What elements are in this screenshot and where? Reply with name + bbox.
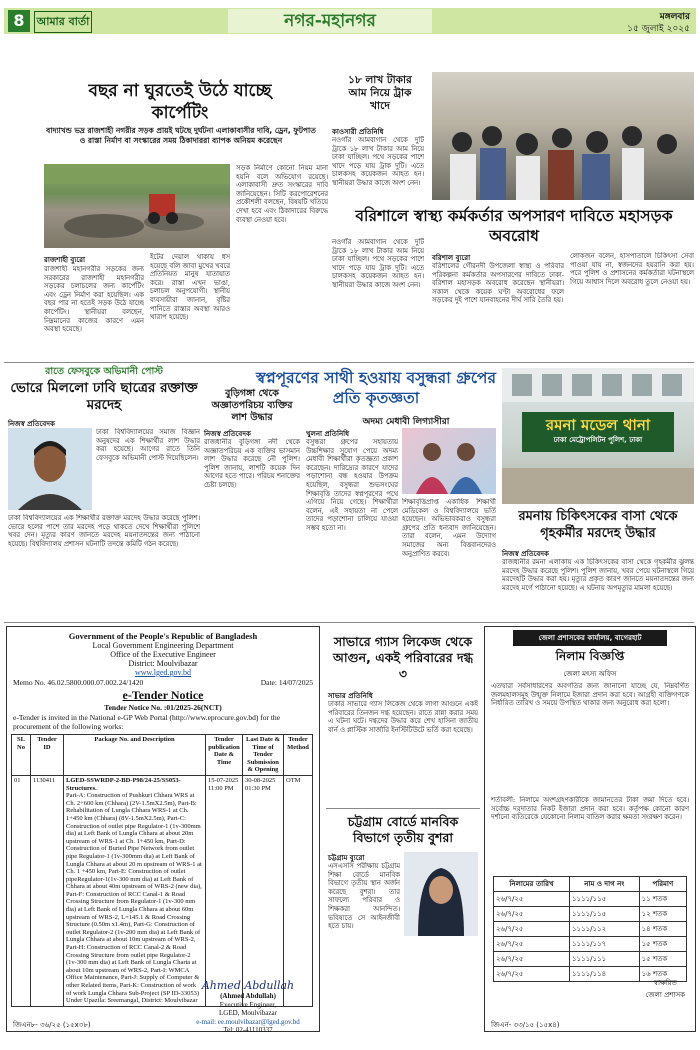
ad-district: District: Moulvibazar bbox=[128, 659, 198, 668]
divider-3 bbox=[326, 808, 480, 809]
ad-tender-no: Tender Notice No. :01/2025-26(NCT) bbox=[104, 703, 222, 712]
table-row bbox=[494, 907, 687, 922]
cell-publication: 15-07-2025 11:00 PM bbox=[206, 775, 243, 1006]
body-student-side: ঢাকা বিশ্ববিদ্যালয়ের সমাজ বিজ্ঞান অনুষদের এক শিক্ষার্থীর লাশ উদ্ধার করা হয়েছে। আগের রাতে তিনি ফেসবুকে অভিমানী পোস্ট দিয়েছিলেন। bbox=[96, 428, 200, 462]
body-ramna: রাজধানীর রমনা এলাকায় এক চিকিৎসকের বাসা থেকে গৃহকর্মীর ঝুলন্ত মরদেহ উদ্ধার করেছে পুলিশ। পুলিশ জানায়, খবর পেয়ে ঘটনাস্থলে গিয়ে মরদেহটি উদ্ধার করা হয়। মৃত্যুর প্রকৃত কারণ জানতে ময়নাতদন্তের জন্য মরদেহ মর্গে পাঠানো হয়েছে। এ ঘটনায় অপমৃত্যুর মামলা হয়েছে। bbox=[502, 558, 694, 592]
auction-body: এতদ্বারা সর্বসাধারণের অবগতির জন্য জানানো যাচ্ছে যে, নিম্নবর্ণিত জলমহালসমূহ উন্মুক্ত নিলামে ইজারা প্রদান করা হবে। আগ্রহী ব্যক্তিগণকে নির্ধারিত তারিখ ও সময়ে উপস্থিত থাকার জন্য অনুরোধ করা হলো। bbox=[491, 682, 689, 708]
byline-student: নিজস্ব প্রতিবেদক bbox=[8, 420, 55, 428]
table-row bbox=[494, 892, 687, 907]
body-gas: ঢাকার সাভারে গ্যাস লিকেজ থেকে লাগা আগুনে একই পরিবারের তিনজন দগ্ধ হয়েছেন। রাতে রান্না করার সময় এ ঘটনা ঘটে। দগ্ধদের উদ্ধার করে শেখ হাসিনা জাতীয় বার্ন ও প্লাস্টিক সার্জারি ইনস্টিটিউটে ভর্তি করা হয়েছে। bbox=[328, 700, 478, 734]
header-day: মঙ্গলবার bbox=[659, 12, 690, 22]
body-carpeting-2: ইটের দেয়াল থাকায় ধস হয়েছে বলি জাবা মুখের খবরে প্রতিনিয়ত মানুষ যাতায়াত করে। রাস্তা এখন ভাঙা, চলাচল অনুপযোগী। স্থানীয় ব্যবসায়ীরা জানান, বৃষ্টির পানিতে রাস্তার অবস্থা আরও খারাপ হয়েছে। bbox=[150, 253, 230, 322]
headline-student: ভোরে মিললো ঢাবি ছাত্রের রক্তাক্ত মরদেহ bbox=[10, 380, 198, 413]
ad-dept: Local Government Engineering Department bbox=[92, 641, 234, 650]
section-title: নগর-মহানগর bbox=[228, 9, 432, 33]
subhead-bashundhara: অদম্য মেধাবী লিগ্যাসীরা bbox=[362, 417, 450, 427]
photo-bushra-portrait bbox=[404, 852, 478, 936]
body-trucks-cont: নওগাঁর আমবাগান থেকে দুটি ট্রাকে ১৮ লাখ টাকার আম নিয়ে ঢাকা যাচ্ছিল। পথে সড়কের পাশে খাদে পড়ে যায় ট্রাক দুটি। এতে চালকসহ কয়েকজন আহত হন। স্থানীয়রা উদ্ধার কাজে অংশ নেন। bbox=[332, 238, 424, 289]
table-row bbox=[494, 952, 687, 967]
table-row bbox=[494, 922, 687, 937]
kicker-student: রাতে ফেসবুকে অভিমানী পোস্ট bbox=[45, 366, 163, 377]
body-barishal-1: বরিশালের গৌরনদী উপজেলা স্বাস্থ্য ও পরিবার পরিকল্পনা কর্মকর্তার অপসারণের দাবিতে ঢাকা-বরিশাল মহাসড়ক অবরোধ করেছেন স্থানীয়রা। সকাল থেকে কয়েক ঘণ্টা অবরোধের ফলে সড়কের দুই পাশে যানবাহনের দীর্ঘ সারি তৈরি হয়। bbox=[432, 262, 564, 305]
cell-id: 1130411 bbox=[31, 775, 64, 1006]
ad-sign-email[interactable]: e-mail: ee.moulvibazar@lged.gov.bd bbox=[196, 1017, 300, 1026]
cell-package-desc: Part-A: Construction of Pushkuri Chhara WRS at Ch. 2+600 km (Chhara) (2V-1.5mX2.5m), Part-B: Rehabilitation of Lungla Chhara WRS-1 at Ch. 1+450 km (Chhara) (8V-1.5mX2.5m), Part-C: Construction of outlet pipe Regulator-1 (1v-300mm dia) at Left Bank of Lungla Chhara at about 20m upstream of WRS-1 at Ch. 1+450 km, Part-D: Construction of Buried Pipe Network from outlet pipe Regulator-1 (1v-300mm dia) at Left Bank of Lungla Chhara at about 20 m upstream of WRS-1 at Ch. 1 +450 km, Part-E: Construction of outlet pipeRegulator-1(1v-300 mm dia) at Left Bank of Chhara at about 40m upstream of WRS-2 (new dia), Part-F: Construction of RCC Canal-1 & Road Crossing Structure from Regulator-1 (1v-300 mm dia) at Left Bank of Lungla Chhara at about 60m upstream of WRS-2, L=145.1 & Road Crossing Structure (0.50m x1.4m), Part-G: Construction of outlet Regulator-2 (1v-200 mm dia) at Left Bank of Lungla Chhara at about 10m upstream of WRS-2, Part-H: Construction of RCC Canal-2 & Road Crossing Structure from outlet pipe Regulator-2 (1v-300 mm dia) at Left Bank of Lungla Charta at about 10m upstream of WRS-2, Part-I: WMCA Office Maintenance, Part-J: Supply of Computer & other Related items, Part-K: Construction of work of work Lungla Chhara Sub-Project (SP ID-33053) Under Upazila: Sreemangal, District: Moulvibazar bbox=[66, 792, 202, 1005]
auction-th-date: নিলামের তারিখ bbox=[494, 877, 570, 892]
ad-sign-org: LGED, Moulvibazar bbox=[219, 1009, 277, 1017]
ad-signature: Ahmed Abdullah bbox=[201, 979, 295, 992]
photo-broken-road bbox=[44, 164, 230, 248]
auction-cell-date: ২৬/৭/২৫ bbox=[494, 922, 570, 937]
ad-sign-title: Executive Engineer, bbox=[219, 1000, 277, 1009]
ad-tender-box bbox=[6, 626, 320, 1032]
auction-cell-name: ১১১১/১১৫ bbox=[570, 907, 640, 922]
auction-cell-name: ১১১১/১১৪ bbox=[570, 967, 640, 982]
body-carpeting-3: সড়ক নির্মাণে কোনো নিয়ম মানা হয়নি বলে অভিযোগ রয়েছে। এলাকাবাসী দ্রুত সংস্কারের দাবি জানিয়েছেন। সিটি করপোরেশনের প্রকৌশলী বলছেন, বিষয়টি খতিয়ে দেখা হবে এবং ঠিকাদারের বিরুদ্ধে ব্যবস্থা নেওয়া হবে। bbox=[236, 164, 328, 224]
headline-carpeting: বছর না ঘুরতেই উঠে যাচ্ছে কার্পেটিং bbox=[88, 81, 272, 123]
crowd-illustration bbox=[432, 72, 694, 200]
body-student: ঢাকা বিশ্ববিদ্যালয়ের এক শিক্ষার্থীর রক্তাক্ত মরদেহ উদ্ধার করেছে পুলিশ। ভোরে হলের পাশে তার মরদেহ পড়ে থাকতে দেখে শিক্ষার্থীরা পুলিশে খবর দেন। মৃত্যুর কারণ জানতে মরদেহ ময়নাতদন্তের জন্য পাঠানো হয়েছে। বিশ্ববিদ্যালয় প্রশাসন ঘটনাটি তদন্তে কমিটি গঠন করেছে। bbox=[8, 514, 200, 548]
auction-office: জেলা প্রশাসকের কার্যালয়, বাগেরহাট bbox=[513, 630, 667, 646]
auction-cell-amount: ১১ শতক bbox=[639, 892, 686, 907]
byline-carpeting: রাজশাহী ব্যুরো bbox=[44, 256, 86, 264]
photo-student-portrait bbox=[8, 428, 92, 510]
auction-cell-amount: ১২ শতক bbox=[639, 907, 686, 922]
auction-cell-date: ২৬/৭/২৫ bbox=[494, 937, 570, 952]
ad-website-link[interactable]: www.lged.gov.bd bbox=[134, 668, 192, 677]
sign-ramna-sub: ঢাকা মেট্রোপলিটন পুলিশ, ঢাকা bbox=[553, 436, 643, 444]
road-illustration bbox=[44, 164, 230, 248]
byline-barishal: বরিশাল ব্যুরো bbox=[432, 254, 471, 262]
page-number: 8 bbox=[8, 10, 30, 32]
ad-office: Office of the Executive Engineer bbox=[110, 650, 216, 659]
headline-barishal: বরিশালে স্বাস্থ্য কর্মকর্তার অপসারণ দাবিতে মহাসড়ক অবরোধ bbox=[355, 207, 673, 245]
ad-date: Date: 14/07/2025 bbox=[260, 678, 313, 687]
headline-chattogram: চট্টগ্রাম বোর্ডে মানবিক বিভাগে তৃতীয় বুশরা bbox=[347, 814, 459, 845]
body-trucks: নওগাঁর আমবাগান থেকে দুটি ট্রাকে ১৮ লাখ টাকার আম নিয়ে ঢাকা যাচ্ছিল। পথে সড়কের পাশে খাদে পড়ে যায় ট্রাক দুটি। এতে চালকসহ কয়েকজন আহত হন। স্থানীয়রা উদ্ধার কাজে অংশ নেন। bbox=[332, 136, 424, 187]
byline-gas: সাভার প্রতিনিধি bbox=[328, 692, 373, 700]
auction-table-header bbox=[494, 877, 687, 892]
auction-cell-amount: ১৫ শতক bbox=[639, 937, 686, 952]
byline-trucks: কাওসারী প্রতিনিধি bbox=[332, 128, 384, 136]
th-sl: SL No bbox=[12, 735, 31, 776]
auction-th-name: নাম ও দাগ নং bbox=[570, 877, 640, 892]
sign-ramna-station: রমনা মডেল থানা bbox=[545, 416, 651, 434]
bushra-illustration bbox=[404, 852, 478, 936]
th-last-date: Last Date & Time of Tender Submission & Opening bbox=[243, 735, 284, 776]
auction-cell-name: ১১১১/১১৭ bbox=[570, 937, 640, 952]
ad-footer-code: জিএন৮- ৩৬/২৫ (১৫x৩৮) bbox=[13, 1021, 91, 1029]
body-body-found: রাজধানীর বুড়িগঙ্গা নদী থেকে অজ্ঞাতপরিচয় এক ব্যক্তির ভাসমান লাশ উদ্ধার করেছে নৌ পুলিশ। পুলিশ জানায়, লাশটি কয়েক দিন আগের হতে পারে। পরিচয় শনাক্তের চেষ্টা চলছে। bbox=[204, 438, 300, 489]
headline-body-found: বুড়িগঙ্গা থেকে অজ্ঞাতপরিচয় ব্যক্তির লাশ উদ্ধার bbox=[211, 388, 293, 423]
byline-body-found: নিজস্ব প্রতিবেদক bbox=[204, 430, 251, 438]
auction-cell-date: ২৬/৭/২৫ bbox=[494, 907, 570, 922]
header-date: ১৫ জুলাই ২০২৫ bbox=[627, 24, 690, 34]
th-id: Tender ID bbox=[31, 735, 64, 776]
auction-th-amount: পরিমাণ bbox=[639, 877, 686, 892]
cell-sl: 01 bbox=[12, 775, 31, 1006]
ad-intro: e-Tender is invited in the National e-GP Web Portal (http://www.eprocure.gov.bd) for the procurement of the following works: bbox=[13, 713, 280, 731]
body-chattogram: এসএসসি পরীক্ষায় চট্টগ্রাম শিক্ষা বোর্ডে মানবিক বিভাগে তৃতীয় স্থান অর্জন করেছে বুশরা। তার সাফল্যে পরিবার ও শিক্ষকরা আনন্দিত। ভবিষ্যতে সে আইনজীবী হতে চায়। bbox=[328, 862, 400, 931]
auction-footer-code: জিএন- ৩৩/১৫ (১৫x৪) bbox=[491, 1021, 560, 1029]
auction-cell-date: ২৬/৭/২৫ bbox=[494, 892, 570, 907]
ad-sign-name: (Ahmed Abdullah) bbox=[220, 992, 276, 1000]
auction-sign-title: জেলা প্রশাসক bbox=[645, 991, 685, 999]
byline-bashundhara: খুলনা প্রতিনিধি bbox=[306, 430, 350, 438]
auction-cell-amount: ১৪ শতক bbox=[639, 922, 686, 937]
headline-trucks: ১৮ লাখ টাকার আম নিয়ে ট্রাক খাদে bbox=[348, 74, 412, 112]
ad-auction-box bbox=[484, 626, 696, 1032]
headline-ramna: রমনায় চিকিৎসকের বাসা থেকে গৃহকর্মীর মরদেহ উদ্ধার bbox=[518, 509, 678, 541]
auction-sign-block bbox=[646, 977, 686, 1001]
tender-table bbox=[11, 734, 313, 1007]
cell-last-date: 30-08-2025 01:30 PM bbox=[243, 775, 284, 1006]
auction-title: নিলাম বিজ্ঞপ্তি bbox=[555, 649, 625, 663]
tender-table-header bbox=[12, 735, 313, 776]
ad-gov-title: Government of the People's Republic of Bangladesh bbox=[68, 631, 258, 641]
byline-chattogram: চট্টগ্রাম ব্যুরো bbox=[328, 854, 365, 862]
body-bashundhara-1: বসুন্ধরা গ্রুপের সহায়তায় উচ্চশিক্ষার সুযোগ পেয়ে অদম্য মেধাবী শিক্ষার্থীরা কৃতজ্ঞতা প্রকাশ করেছেন। দারিদ্র্যের কারণে যাদের পড়াশোনা বন্ধ হওয়ার উপক্রম হয়েছিল, বসুন্ধরা শুভসংঘের শিক্ষাবৃত্তি তাদের স্বপ্নপূরণের পথে এগিয়ে নিয়ে গেছে। শিক্ষার্থীরা বলেন, এই সহায়তা না পেলে তাদের পড়াশোনা চালিয়ে যাওয়া সম্ভব হতো না। bbox=[306, 438, 398, 532]
table-row bbox=[494, 937, 687, 952]
ad-title: e-Tender Notice bbox=[122, 688, 204, 702]
cell-package bbox=[64, 775, 206, 1006]
divider bbox=[4, 362, 694, 363]
table-row bbox=[12, 775, 313, 1006]
headline-gas: সাভারে গ্যাস লিকেজ থেকে আগুন, একই পরিবারের দগ্ধ ৩ bbox=[332, 634, 474, 681]
auction-table bbox=[493, 876, 687, 982]
auction-cell-name: ১১১১/১১২ bbox=[570, 922, 640, 937]
body-carpeting-1: রাজশাহী মহানগরীর সড়কের জন্য সরকারের রাজশাহী মহানগরীর সড়কের চলাচলের জন্য কার্পেটিং এবং ড্রেন নির্মাণ করা হয়েছিল। এক বছর পার না হতেই সড়ক উঠে যাচ্ছে কার্পেটিং। স্থানীয়রা বলছেন, নিম্নমানের কাজের কারণে এমন অবস্থা হয়েছে। bbox=[44, 265, 144, 334]
auction-sign: স্বাক্ষরিত bbox=[653, 979, 677, 987]
auction-conditions: শর্তাবলী: নিলামে অংশগ্রহণকারীকে জামানতের টাকা জমা দিতে হবে। সর্বোচ্চ দরদাতার নিকট ইজারা প্রদান করা হবে। কর্তৃপক্ষ কোনো কারণ দর্শানো ব্যতিরেকে যেকোনো নিলাম বাতিল করার ক্ষমতা সংরক্ষণ করেন। bbox=[491, 796, 689, 822]
portrait-illustration bbox=[8, 428, 92, 510]
cell-package-code: LGED-SSWRDP-2-BD-P98/24-25/SS053-Structures. bbox=[66, 776, 181, 792]
deck-carpeting: বাদ্যাখন্ড ভদ্র রাজশাহী নগরীর সড়ক প্রায়ই ঘটছে দুর্ঘটনা এলাকাবাসীর দাবি, ড্রেন, ফুটপাত ও রাস্তা নির্মাণ বা সংস্কারের সময় ঠিকাদাররা ব্যাপক অনিয়ম করেছেন bbox=[46, 126, 316, 145]
photo-protest-crowd bbox=[432, 72, 694, 200]
ad-signature-block bbox=[183, 979, 313, 1035]
auction-cell-amount: ১৫ শতক bbox=[639, 952, 686, 967]
divider-2 bbox=[4, 622, 694, 623]
auction-cell-amount: ১৬ শতক bbox=[639, 967, 686, 982]
body-bashundhara-2: শিক্ষাবৃত্তিপ্রাপ্ত একাধিক শিক্ষার্থী মেডিকেল ও বিশ্ববিদ্যালয়ে ভর্তি হয়েছেন। অভিভাবকরাও বসুন্ধরা গ্রুপের প্রতি ধন্যবাদ জানিয়েছেন। তারা বলেন, এমন উদ্যোগ সমাজের অন্য বিত্তবানদেরও অনুপ্রাণিত করবে। bbox=[402, 498, 496, 558]
cell-method: OTM bbox=[284, 775, 313, 1006]
students-illustration bbox=[402, 428, 496, 494]
body-barishal-2: লোকজন বলেন, হাসপাতালে চিকিৎসা সেবা পাওয়া যায় না, স্বজনদের হয়রানি করা হয়। পরে পুলিশ ও প্রশাসনের কর্মকর্তারা ঘটনাস্থলে গিয়ে আশ্বাস দিলে অবরোধ তুলে নেওয়া হয়। bbox=[570, 252, 694, 286]
newspaper-logo: আমার বার্তা bbox=[34, 11, 92, 33]
ad-sign-tel: Tel: 02-41110337 bbox=[223, 1026, 273, 1034]
auction-cell-name: ১১১১/১১৫ bbox=[570, 892, 640, 907]
headline-bashundhara: স্বপ্নপূরণের সাথী হওয়ায় বসুন্ধরা গ্রুপের প্রতি কৃতজ্ঞতা bbox=[256, 369, 496, 407]
auction-sub: জেলা মৎস্য অফিস bbox=[563, 670, 617, 678]
ad-memo: Memo No. 46.02.5800.000.07.002.24/1420 bbox=[13, 678, 144, 687]
auction-cell-name: ১১১১/১১১ bbox=[570, 952, 640, 967]
byline-ramna: নিজস্ব প্রতিবেদক bbox=[502, 550, 549, 558]
photo-students-award bbox=[402, 428, 496, 494]
th-method: Tender Method bbox=[284, 735, 313, 776]
th-package: Package No. and Description bbox=[64, 735, 206, 776]
auction-cell-date: ২৬/৭/২৫ bbox=[494, 967, 570, 982]
auction-cell-date: ২৬/৭/২৫ bbox=[494, 952, 570, 967]
th-publication: Tender publication Date & Time bbox=[206, 735, 243, 776]
